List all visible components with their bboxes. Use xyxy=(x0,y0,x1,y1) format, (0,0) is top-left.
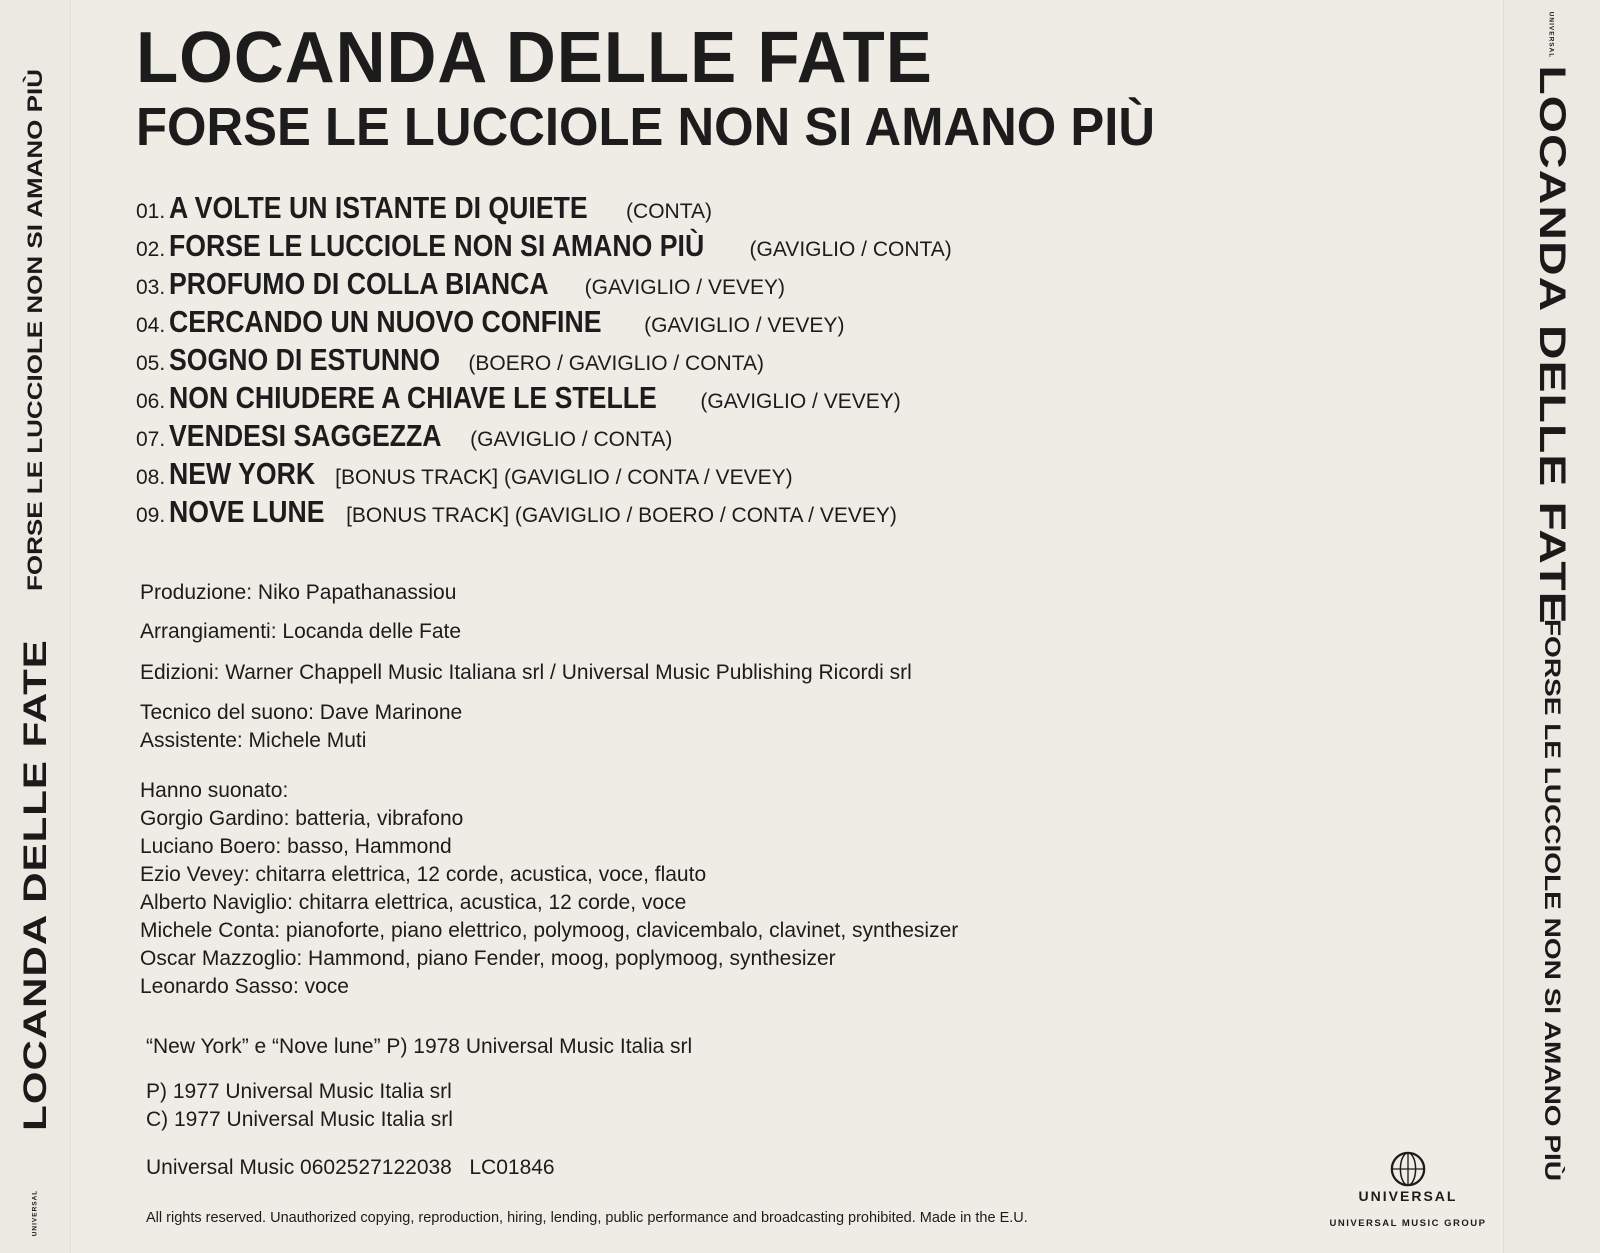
track-credit: [BONUS TRACK] (GAVIGLIO / CONTA / VEVEY) xyxy=(335,466,793,489)
right-spine-logo xyxy=(1534,8,1568,62)
legal-notice: All rights reserved. Unauthorized copying, reproduction, hiring, lending, public performance and broadcasting prohibited. Made in the E.U. xyxy=(146,1210,1028,1226)
right-spine-logo-word: UNIVERSAL xyxy=(1547,11,1555,59)
credit-produzione: Produzione: Niko Papathanassiou xyxy=(140,581,457,604)
bonus-copyright: “New York” e “Nove lune” P) 1978 Universal Music Italia srl xyxy=(146,1035,693,1058)
track-title: PROFUMO DI COLLA BIANCA xyxy=(169,266,549,301)
track-credit: (GAVIGLIO / VEVEY) xyxy=(644,314,845,337)
track-row xyxy=(136,418,952,456)
track-row xyxy=(136,380,952,418)
track-title: NEW YORK xyxy=(169,456,316,491)
track-number: 07. xyxy=(136,428,166,451)
musician-line: Oscar Mazzoglio: Hammond, piano Fender, moog, poplymoog, synthesizer xyxy=(140,947,836,970)
globe-icon xyxy=(1389,1150,1427,1188)
track-title: CERCANDO UN NUOVO CONFINE xyxy=(169,304,602,339)
musician-line: Alberto Naviglio: chitarra elettrica, acustica, 12 corde, voce xyxy=(140,891,687,914)
musician-line: Ezio Vevey: chitarra elettrica, 12 corde, acustica, voce, flauto xyxy=(140,863,707,886)
track-credit: (GAVIGLIO / VEVEY) xyxy=(584,276,785,299)
track-number: 01. xyxy=(136,200,166,223)
left-spine-logo xyxy=(18,1186,52,1240)
track-title: NON CHIUDERE A CHIAVE LE STELLE xyxy=(169,380,658,415)
credit-arrangiamenti: Arrangiamenti: Locanda delle Fate xyxy=(140,620,462,643)
track-title: FORSE LE LUCCIOLE NON SI AMANO PIÙ xyxy=(169,228,705,263)
track-title: A VOLTE UN ISTANTE DI QUIETE xyxy=(169,190,588,225)
album-title: FORSE LE LUCCIOLE NON SI AMANO PIÙ xyxy=(136,97,1156,157)
left-spine-logo-word: UNIVERSAL xyxy=(31,1189,39,1237)
track-credit: [BONUS TRACK] (GAVIGLIO / BOERO / CONTA / VEVEY) xyxy=(346,504,897,527)
credit-tecnico: Tecnico del suono: Dave Marinone xyxy=(140,701,463,724)
track-number: 08. xyxy=(136,466,166,489)
logo-wordmark: UNIVERSAL xyxy=(1358,1188,1458,1204)
track-title: SOGNO DI ESTUNNO xyxy=(169,342,441,377)
left-spine-album: FORSE LE LUCCIOLE NON SI AMANO PIÙ xyxy=(22,69,47,591)
track-credit: (BOERO / GAVIGLIO / CONTA) xyxy=(468,352,764,375)
logo-subtitle: UNIVERSAL MUSIC GROUP xyxy=(1329,1218,1487,1229)
track-row xyxy=(136,494,952,532)
musician-line: Leonardo Sasso: voce xyxy=(140,975,349,998)
track-row xyxy=(136,456,952,494)
musician-line: Gorgio Gardino: batteria, vibrafono xyxy=(140,807,464,830)
catalog-number: Universal Music 0602527122038 LC01846 xyxy=(146,1156,555,1179)
band-title: LOCANDA DELLE FATE xyxy=(136,18,933,98)
track-row xyxy=(136,266,952,304)
track-title: NOVE LUNE xyxy=(169,494,325,529)
track-row xyxy=(136,228,952,266)
universal-logo xyxy=(1308,1150,1508,1229)
copyright-line: C) 1977 Universal Music Italia srl xyxy=(146,1108,453,1131)
track-number: 02. xyxy=(136,238,166,261)
phonographic-copyright: P) 1977 Universal Music Italia srl xyxy=(146,1080,452,1103)
musician-line: Michele Conta: pianoforte, piano elettrico, polymoog, clavicembalo, clavinet, synthesizer xyxy=(140,919,959,942)
track-row xyxy=(136,304,952,342)
credit-edizioni: Edizioni: Warner Chappell Music Italiana srl / Universal Music Publishing Ricordi srl xyxy=(140,661,912,684)
right-spine-album: FORSE LE LUCCIOLE NON SI AMANO PIÙ xyxy=(1540,618,1565,1182)
track-number: 06. xyxy=(136,390,166,413)
left-spine-band: LOCANDA DELLE FATE xyxy=(16,639,53,1131)
track-row xyxy=(136,190,952,228)
track-credit: (CONTA) xyxy=(626,200,712,223)
track-number: 09. xyxy=(136,504,166,527)
musician-line: Luciano Boero: basso, Hammond xyxy=(140,835,452,858)
track-credit: (GAVIGLIO / CONTA) xyxy=(470,428,673,451)
track-number: 03. xyxy=(136,276,166,299)
track-number: 04. xyxy=(136,314,166,337)
track-row xyxy=(136,342,952,380)
right-spine-band: LOCANDA DELLE FATE xyxy=(1531,65,1573,625)
track-credit: (GAVIGLIO / VEVEY) xyxy=(700,390,901,413)
tracklist xyxy=(136,190,952,532)
track-credit: (GAVIGLIO / CONTA) xyxy=(749,238,952,261)
right-spine xyxy=(1503,0,1600,1253)
track-number: 05. xyxy=(136,352,166,375)
left-spine xyxy=(0,0,71,1253)
track-title: VENDESI SAGGEZZA xyxy=(169,418,442,453)
musicians-heading: Hanno suonato: xyxy=(140,779,289,802)
credit-assistente: Assistente: Michele Muti xyxy=(140,729,367,752)
